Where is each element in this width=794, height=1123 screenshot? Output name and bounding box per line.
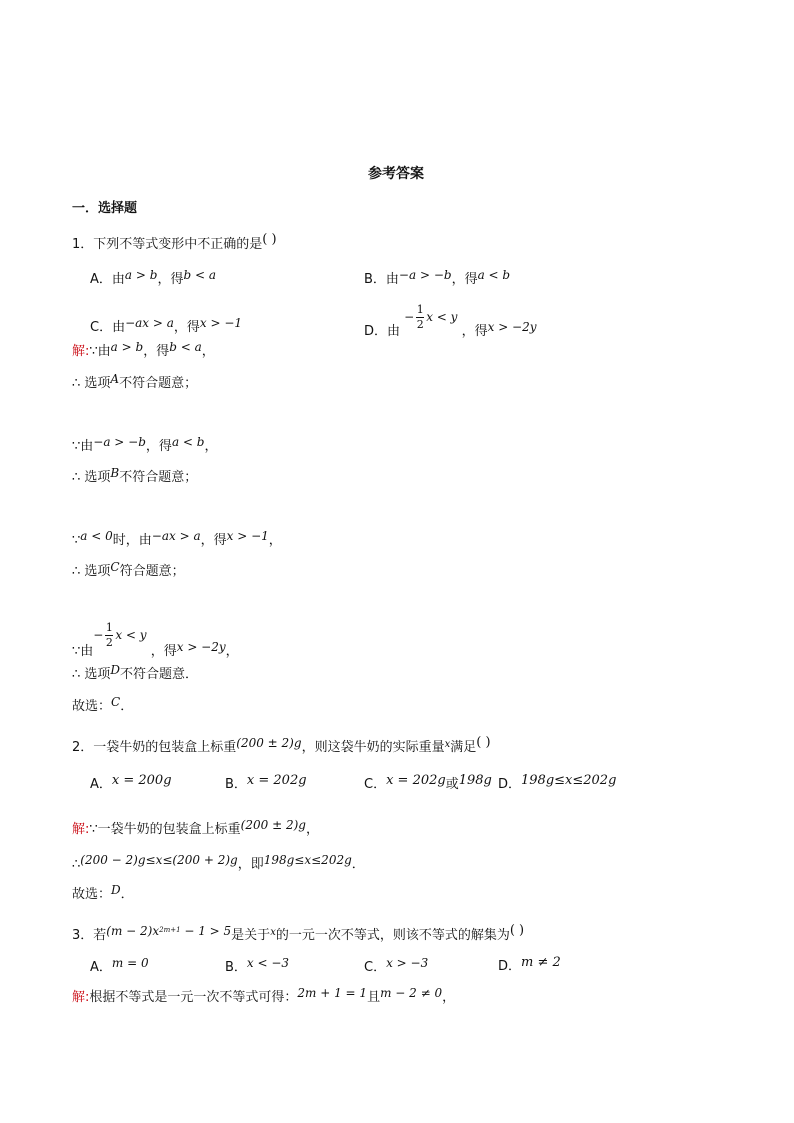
solution-label: 解: [72, 344, 90, 359]
q2-solution-line3 [72, 885, 134, 904]
math: −a > −b [93, 435, 146, 449]
math: a < 0 [80, 529, 113, 543]
text: ∴ 选项 [72, 564, 111, 579]
math: x > −2y [176, 640, 226, 654]
math: (200 ± 2)g [240, 818, 306, 832]
text: ， [225, 644, 239, 659]
q1-solution-line5 [72, 531, 282, 550]
text: 的一元一次不等式，则该不等式的解集为 [275, 928, 510, 943]
math: D [111, 883, 121, 897]
denominator: 2 [416, 318, 424, 331]
q1-solution-line8 [72, 665, 198, 684]
math: x < y [115, 628, 147, 642]
q2-option-d [498, 773, 617, 794]
math: x > −1 [199, 316, 243, 330]
text: ，得 [200, 533, 227, 548]
text: ， [204, 439, 218, 454]
denominator: 2 [105, 636, 113, 649]
option-label: D． [498, 777, 522, 792]
text: ，得 [145, 439, 172, 454]
text: 根据不等式是一元一次不等式可得： [89, 990, 298, 1005]
math: x = 200g [111, 773, 172, 788]
math: 198g [458, 773, 492, 788]
math: C [110, 560, 120, 574]
q2-option-a [90, 773, 172, 794]
math: m ≠ 2 [521, 955, 561, 970]
text: 2．一袋牛奶的包装盒上标重 [72, 740, 237, 755]
q3-option-b [225, 958, 289, 977]
math: x > −2y [487, 320, 537, 334]
text: 3．若 [72, 928, 107, 943]
text: ∵一袋牛奶的包装盒上标重 [89, 822, 241, 837]
math: 198g≤x≤202g [263, 853, 352, 867]
q2-stem [72, 735, 491, 758]
math: x < y [426, 310, 458, 324]
text: ，得 [461, 324, 488, 339]
numerator: 1 [105, 621, 113, 634]
q2-option-c [364, 773, 492, 794]
text: ∵ [72, 533, 81, 548]
option-label: C． [364, 777, 387, 792]
q1-answer-paren: ( ) [262, 232, 277, 247]
solution-label: 解: [72, 822, 90, 837]
text: ∵由 [72, 644, 94, 659]
q1-solution-line2 [72, 374, 197, 393]
fraction [416, 304, 424, 331]
math: − [404, 310, 415, 324]
math: 2m + 1 = 1 [297, 986, 368, 1000]
text: ∵由 [89, 344, 111, 359]
q3-option-a [90, 958, 149, 977]
math: x [444, 739, 451, 750]
math: C [111, 695, 121, 709]
exponent: 2m+1 [159, 926, 181, 934]
math: (m − 2)x [106, 924, 160, 938]
math: B [110, 466, 120, 480]
option-label: B． [225, 960, 247, 975]
math: x [270, 927, 276, 938]
math: a < b [477, 268, 511, 282]
math: a < b [171, 435, 205, 449]
q1-option-b [364, 270, 510, 289]
text: ． [120, 887, 134, 902]
q3-option-d [498, 955, 561, 976]
text: ，即 [237, 857, 264, 872]
text: ，则这袋牛奶的实际重量 [301, 740, 445, 755]
q2-option-b [225, 773, 307, 794]
math: −a > −b [398, 268, 452, 282]
text: 故选： [72, 699, 112, 714]
math: − [93, 628, 104, 642]
math: x > −1 [226, 529, 269, 543]
math: b < a [169, 340, 202, 354]
text: 不符合题意． [120, 667, 199, 682]
option-label: A． [90, 960, 112, 975]
text: ，得 [143, 344, 170, 359]
q1-solution-line7 [72, 621, 239, 659]
option-label: A．由 [90, 272, 125, 287]
math: 198g≤x≤202g [521, 773, 617, 788]
text: ， [201, 344, 215, 359]
q1-solution-line6 [72, 562, 185, 581]
page-title: 参考答案 [368, 166, 424, 182]
q2-answer-paren: ( ) [476, 735, 491, 750]
text: ，得 [451, 272, 478, 287]
q1-solution-line3 [72, 437, 217, 456]
q1-option-c [90, 318, 242, 337]
text: ，得 [173, 320, 200, 335]
q3-stem [72, 923, 525, 946]
text: ∴ 选项 [72, 667, 111, 682]
q3-solution-line1 [72, 988, 455, 1007]
text: ∴ 选项 [72, 470, 111, 485]
text: 且 [367, 990, 381, 1005]
option-label: A． [90, 777, 112, 792]
math: −ax > a [151, 529, 201, 543]
option-label: C． [364, 960, 387, 975]
numerator: 1 [416, 303, 424, 316]
solution-label: 解: [72, 990, 90, 1005]
q1-stem [72, 232, 277, 254]
math: a > b [110, 340, 144, 354]
math: m − 2 ≠ 0 [380, 986, 443, 1000]
section-heading: 一．选择题 [72, 201, 138, 216]
math: A [110, 372, 120, 386]
text: ． [351, 857, 365, 872]
q1-stem-text: 1．下列不等式变形中不正确的是 [72, 237, 263, 252]
math: − 1 > 5 [180, 924, 232, 938]
math: x > −3 [386, 956, 429, 970]
math: D [110, 663, 121, 677]
text: ， [442, 990, 456, 1005]
math: (200 ± 2)g [236, 736, 302, 750]
text: 不符合题意； [119, 470, 198, 485]
text: ∴ [72, 857, 81, 872]
text: ∴ 选项 [72, 376, 111, 391]
fraction [105, 622, 113, 649]
text: ， [268, 533, 282, 548]
q1-solution-line9 [72, 697, 133, 716]
math: a > b [124, 268, 158, 282]
math: −ax > a [125, 316, 174, 330]
text: 是关于 [231, 928, 271, 943]
text: ， [305, 822, 319, 837]
q2-solution-line2 [72, 855, 365, 874]
option-label: D． [498, 959, 522, 974]
option-label: B．由 [364, 272, 399, 287]
text: 满足 [450, 740, 477, 755]
text: ，得 [150, 644, 177, 659]
q1-option-d [364, 303, 537, 339]
math: b < a [183, 268, 216, 282]
text: 符合题意； [119, 564, 185, 579]
option-label: B． [225, 777, 247, 792]
text: ，得 [157, 272, 184, 287]
math: x < −3 [246, 956, 290, 970]
q3-option-c [364, 958, 428, 977]
math: x = 202g [386, 773, 446, 788]
q2-solution-line1 [72, 820, 319, 839]
text: ． [120, 699, 134, 714]
text: 故选： [72, 887, 112, 902]
math: (200 − 2)g≤x≤(200 + 2)g [80, 853, 238, 867]
math: x = 202g [246, 773, 307, 788]
q1-solution-line1 [72, 342, 215, 361]
q1-option-a [90, 270, 216, 289]
text: 或 [445, 777, 459, 792]
q3-answer-paren: ( ) [509, 923, 525, 938]
option-label: C．由 [90, 320, 126, 335]
q1-solution-line4 [72, 468, 197, 487]
math: m = 0 [111, 956, 149, 970]
text: 不符合题意； [119, 376, 198, 391]
text: ∵由 [72, 439, 94, 454]
option-label: D．由 [364, 324, 401, 339]
text: 时，由 [112, 533, 152, 548]
